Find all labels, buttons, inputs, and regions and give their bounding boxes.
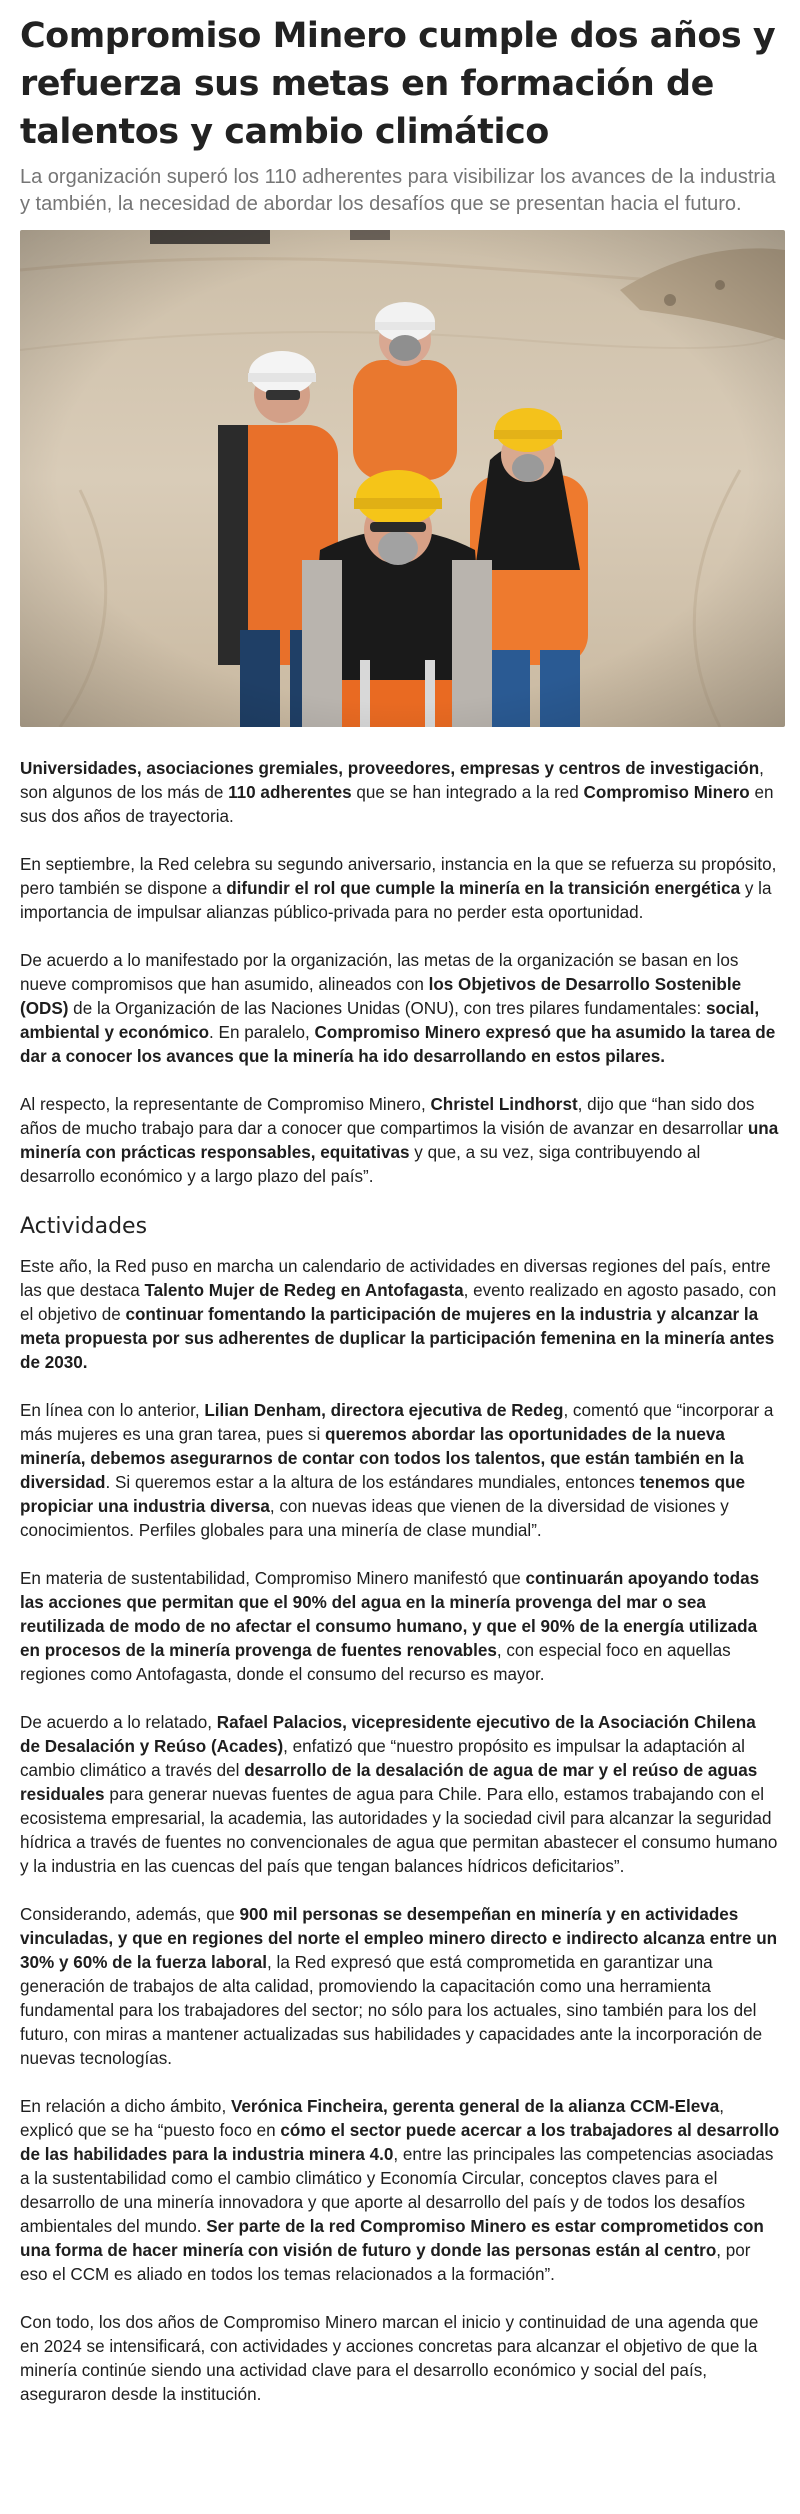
paragraph-run: En septiembre, la Red celebra su segundo aniversario, instancia en la que se refuerza su propósito, pero también se dispone a xyxy=(20,855,777,898)
article-paragraph xyxy=(20,2095,780,2287)
paragraph-bold-run: una minería con prácticas responsables, equitativas xyxy=(20,1119,779,1162)
paragraph-run: Con todo, los dos años de Compromiso Minero marcan el inicio y continuidad de una agenda que en 2024 se intensificará, con actividades y acciones concretas para alcanzar el objetivo de que la minería continúe siendo una actividad clave para el desarrollo económico y social del país, aseguraron desde la institución. xyxy=(20,2313,759,2404)
photo-mining-workers-icon xyxy=(20,230,785,727)
paragraph-bold-run: 900 mil personas se desempeñan en minería y en actividades vinculadas, y que en regiones del norte el empleo minero directo e indirecto alcanza entre un 30% y 60% de la fuerza laboral xyxy=(20,1905,778,1972)
paragraph-run: , enfatizó que “nuestro propósito es impulsar la adaptación al cambio climático a través del xyxy=(20,1737,745,1780)
paragraph-run: , son algunos de los más de xyxy=(20,759,764,802)
paragraph-run: Considerando, además, que xyxy=(20,1905,240,1924)
paragraph-run: , evento realizado en agosto pasado, con el objetivo de xyxy=(20,1281,777,1324)
article-paragraph xyxy=(20,1399,780,1543)
article-subtitle: La organización superó los 110 adherentes para visibilizar los avances de la industria y también, la necesidad de abordar los desafíos que se presentan hacia el futuro. xyxy=(20,166,776,215)
paragraph-run: . En paralelo, xyxy=(209,1023,315,1042)
paragraph-run: , explicó que se ha “puesto foco en xyxy=(20,2097,725,2140)
paragraph-bold-run: cómo el sector puede acercar a los trabajadores al desarrollo de las habilidades para la industria minera 4.0 xyxy=(20,2121,780,2164)
paragraph-bold-run: queremos abordar las oportunidades de la nueva minería, debemos asegurarnos de contar con todos los talentos, que están también en la diversidad xyxy=(20,1425,744,1492)
paragraph-run: , comentó que “incorporar a más mujeres es una gran tarea, pues si xyxy=(20,1401,774,1444)
paragraph-bold-run: Rafael Palacios, vicepresidente ejecutivo de la Asociación Chilena de Desalación y Reúso (Acades) xyxy=(20,1713,756,1756)
paragraph-run: , con nuevas ideas que vienen de la diversidad de visiones y conocimientos. Perfiles globales para una minería de clase mundial”. xyxy=(20,1497,729,1540)
paragraph-bold-run: 110 adherentes xyxy=(228,783,352,802)
article-paragraph xyxy=(20,1903,780,2071)
article-paragraph xyxy=(20,1255,780,1375)
article-body-activities xyxy=(20,1255,780,2407)
paragraph-run: para generar nuevas fuentes de agua para Chile. Para ello, estamos trabajando con el ecosistema empresarial, la academia, las autoridades y la sociedad civil para alcanzar la seguridad hídrica a través de fuentes no convencionales de agua que permitan abastecer el consumo humano y la industria en las cuencas del país que tengan balances hídricos deficitarios”. xyxy=(20,1785,778,1876)
paragraph-bold-run: Talento Mujer de Redeg en Antofagasta xyxy=(144,1281,464,1300)
paragraph-run: , por eso el CCM es aliado en todos los temas relacionados a la formación”. xyxy=(20,2241,751,2284)
paragraph-run: Al respecto, la representante de Compromiso Minero, xyxy=(20,1095,431,1114)
paragraph-bold-run: continuarán apoyando todas las acciones que permitan que el 90% del agua en la minería provenga del mar o sea reutilizada de modo de no afectar el consumo humano, y que el 90% de la energía utilizada en procesos de la minería provenga de fuentes renovables xyxy=(20,1569,760,1660)
article-title: Compromiso Minero cumple dos años y refuerza sus metas en formación de talentos y cambio climático xyxy=(20,16,776,152)
paragraph-bold-run: Lilian Denham, directora ejecutiva de Redeg xyxy=(204,1401,564,1420)
paragraph-bold-run: Universidades, asociaciones gremiales, proveedores, empresas y centros de investigación xyxy=(20,759,760,778)
paragraph-run: . Si queremos estar a la altura de los estándares mundiales, entonces xyxy=(105,1473,640,1492)
paragraph-bold-run: tenemos que propiciar una industria diversa xyxy=(20,1473,745,1516)
article-paragraph xyxy=(20,1567,780,1687)
paragraph-bold-run: Verónica Fincheira, gerenta general de la alianza CCM-Eleva xyxy=(230,2097,720,2116)
paragraph-run: Este año, la Red puso en marcha un calendario de actividades en diversas regiones del país, entre las que destaca xyxy=(20,1257,771,1300)
article-paragraph xyxy=(20,1093,780,1189)
paragraph-bold-run: Compromiso Minero xyxy=(583,783,750,802)
paragraph-bold-run: social, ambiental y económico xyxy=(20,999,760,1042)
paragraph-run: De acuerdo a lo manifestado por la organización, las metas de la organización se basan en los nueve compromisos que han asumido, alineados con xyxy=(20,951,739,994)
article-paragraph xyxy=(20,2311,780,2407)
paragraph-run: , entre las principales las competencias asociadas a la sustentabilidad como el cambio climático y Economía Circular, conceptos claves para el desarrollo de una minería innovadora y que aporte al desarrollo del país y de todos los desafíos ambientales del mundo. xyxy=(20,2145,774,2236)
paragraph-run: De acuerdo a lo relatado, xyxy=(20,1713,217,1732)
paragraph-bold-run: continuar fomentando la participación de mujeres en la industria y alcanzar la meta propuesta por sus adherentes de duplicar la participación femenina en la minería antes de 2030. xyxy=(20,1305,775,1372)
paragraph-run: de la Organización de las Naciones Unidas (ONU), con tres pilares fundamentales: xyxy=(68,999,706,1018)
paragraph-bold-run: Ser parte de la red Compromiso Minero es estar comprometidos con una forma de hacer minería con visión de futuro y donde las personas están al centro xyxy=(20,2217,764,2260)
paragraph-run: En línea con lo anterior, xyxy=(20,1401,205,1420)
article-paragraph xyxy=(20,757,780,829)
article-body-intro xyxy=(20,757,780,1189)
article-paragraph xyxy=(20,853,780,925)
article-paragraph xyxy=(20,1711,780,1879)
paragraph-bold-run: Compromiso Minero expresó que ha asumido la tarea de dar a conocer los avances que la minería ha ido desarrollando en estos pilares. xyxy=(20,1023,776,1066)
paragraph-run: y la importancia de impulsar alianzas público-privada para no perder esta oportunidad. xyxy=(20,879,772,922)
paragraph-run: En relación a dicho ámbito, xyxy=(20,2097,231,2116)
paragraph-bold-run: difundir el rol que cumple la minería en la transición energética xyxy=(226,879,741,898)
paragraph-bold-run: los Objetivos de Desarrollo Sostenible (ODS) xyxy=(20,975,742,1018)
paragraph-run: En materia de sustentabilidad, Compromiso Minero manifestó que xyxy=(20,1569,526,1588)
paragraph-run: en sus dos años de trayectoria. xyxy=(20,783,774,826)
paragraph-run: , la Red expresó que está comprometida en garantizar una generación de trabajos de alta calidad, promoviendo la capacitación como una herramienta fundamental para los trabajadores del sector; no sólo para los actuales, sino también para los del futuro, con miras a mantener actualizadas sus habilidades y capacidades ante la incorporación de nuevas tecnologías. xyxy=(20,1953,763,2068)
paragraph-run: que se han integrado a la red xyxy=(351,783,584,802)
paragraph-bold-run: desarrollo de la desalación de agua de mar y el reúso de aguas residuales xyxy=(20,1761,758,1804)
paragraph-run: , con especial foco en aquellas regiones como Antofagasta, donde el consumo del recurso es mayor. xyxy=(20,1641,731,1684)
paragraph-run: y que, a su vez, siga contribuyendo al desarrollo económico y a largo plazo del país”. xyxy=(20,1143,701,1186)
article-hero-image xyxy=(20,230,785,727)
section-heading-actividades: Actividades xyxy=(20,1214,148,1239)
article-paragraph xyxy=(20,949,780,1069)
paragraph-run: , dijo que “han sido dos años de mucho trabajo para dar a conocer que compartimos la visión de avanzar en desarrollar xyxy=(20,1095,755,1138)
paragraph-bold-run: Christel Lindhorst xyxy=(430,1095,578,1114)
